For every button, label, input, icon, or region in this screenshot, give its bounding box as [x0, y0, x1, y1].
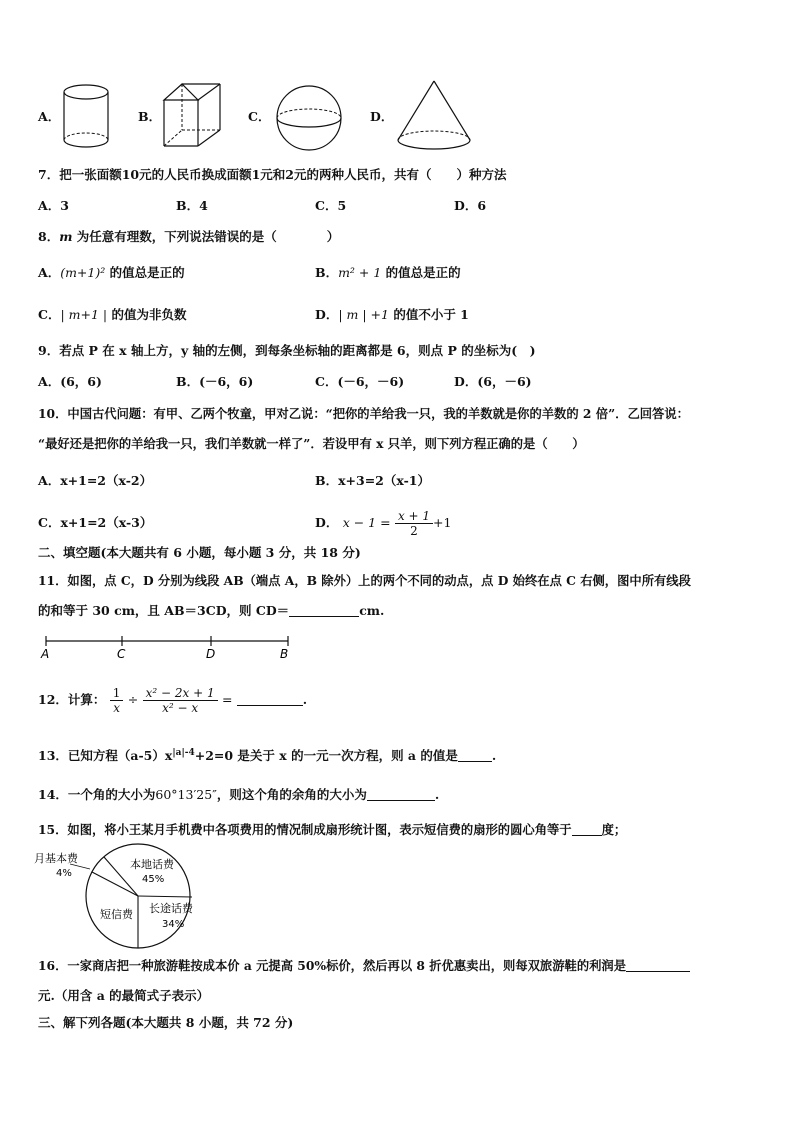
q8-variable: m — [59, 229, 73, 244]
cone-icon — [394, 78, 474, 154]
q8-option-c — [38, 306, 186, 324]
pie-label-long: 长途话费 — [149, 902, 193, 915]
sphere-icon — [270, 84, 348, 152]
q12-prefix: 12．计算： — [38, 692, 106, 707]
q8-option-d-letter: D． — [315, 307, 339, 322]
q14-answer-blank[interactable] — [367, 788, 435, 801]
q9-option-c: C．(－6，－6) — [315, 374, 405, 389]
q7-option-a: A．3 — [38, 198, 69, 213]
q8-option-d-text: 的值不小于 1 — [388, 307, 469, 322]
q12-divide-sign: ÷ — [127, 692, 139, 707]
q10-option-d-right: +1 — [433, 515, 452, 530]
q7-option-d: D．6 — [454, 198, 487, 213]
q12-fraction-2 — [143, 686, 218, 715]
pie-label-base-pct: 4% — [56, 868, 72, 879]
q13-text-a: 13．已知方程（a-5）x — [38, 748, 173, 764]
q10-stem-line2: “最好还是把你的羊给我一只，我们羊数就一样了”．若设甲有 x 只羊，则下列方程正确的是（ ） — [38, 436, 585, 451]
q10-fraction-denominator: 2 — [410, 524, 418, 538]
q8-option-b-expr: m² + 1 — [338, 265, 382, 280]
q11-stem-text: 的和等于 30 cm，且 AB＝3CD，则 CD＝ — [38, 603, 290, 618]
q10-option-c: C．x+1=2（x-3） — [38, 515, 153, 530]
q11-stem-line1: 11．如图，点 C，D 分别为线段 AB（端点 A，B 除外）上的两个不同的动点，点 D 始终在点 C 右侧，图中所有线段 — [38, 573, 691, 588]
q16-line2: 元.（用含 a 的最简式子表示） — [38, 988, 210, 1003]
q13-line — [38, 744, 496, 765]
q14-text-b: ，则这个角的余角的大小为 — [216, 787, 367, 802]
q8-option-b-text: 的值总是正的 — [381, 265, 461, 280]
q9-option-a: A．(6，6) — [38, 374, 102, 389]
q12-end: . — [302, 692, 308, 707]
q15-text-b: 度； — [601, 822, 627, 837]
segment-diagram — [36, 632, 298, 662]
q8-option-a-letter: A． — [38, 265, 61, 280]
q8-number: 8． — [38, 229, 60, 244]
q15-answer-blank[interactable] — [572, 823, 602, 836]
q15-text-a: 15．如图，将小王某月手机费中各项费用的情况制成扇形统计图，表示短信费的扇形的圆心角等于 — [38, 822, 572, 837]
q6-option-b-label: B． — [138, 109, 162, 124]
q11-unit: cm. — [359, 603, 385, 618]
q8-option-b-letter: B． — [315, 265, 339, 280]
q10-option-d-letter: D． — [315, 515, 339, 530]
q8-stem-text: 为任意有理数，下列说法错误的是（ ） — [72, 229, 340, 244]
point-label-d: D — [206, 647, 216, 661]
q12-fraction-1-denominator: x — [113, 701, 120, 715]
q7-option-c: C．5 — [315, 198, 347, 213]
q12-answer-blank[interactable] — [237, 693, 303, 706]
q16-text-a: 16．一家商店把一种旅游鞋按成本价 a 元提高 50%标价，然后再以 8 折优惠卖出，则每双旅游鞋的利润是 — [38, 958, 627, 973]
pie-label-base: 月基本费 — [34, 852, 78, 865]
q13-end: . — [491, 748, 497, 764]
q13-answer-blank[interactable] — [458, 749, 492, 762]
q11-stem-line2 — [38, 602, 384, 620]
q10-fraction-numerator: x + 1 — [395, 509, 433, 524]
q10-option-d-fraction — [395, 509, 433, 538]
q16-line1 — [38, 957, 690, 975]
pie-label-long-pct: 34% — [162, 919, 185, 930]
q13-text-b: +2=0 是关于 x 的一元一次方程，则 a 的值是 — [194, 748, 458, 764]
point-label-b: B — [280, 647, 289, 661]
triangular-prism-icon — [160, 80, 226, 152]
q12-fraction-1-numerator: 1 — [110, 686, 124, 701]
q12-fraction-2-numerator: x² − 2x + 1 — [143, 686, 218, 701]
q9-option-b: B．(－6，6) — [176, 374, 254, 389]
q6-option-d-label: D． — [370, 109, 394, 124]
q10-stem-line1: 10．中国古代问题：有甲、乙两个牧童，甲对乙说：“把你的羊给我一只，我的羊数就是你的羊数的 2 倍”．乙回答说： — [38, 406, 689, 421]
q14-angle: 60°13′25″ — [155, 787, 217, 802]
q14-end: . — [434, 787, 440, 802]
pie-label-sms: 短信费 — [100, 908, 133, 921]
q7-stem: 7．把一张面额10元的人民币换成面额1元和2元的两种人民币，共有（ ）种方法 — [38, 167, 507, 182]
q9-option-d: D．(6，－6) — [454, 374, 532, 389]
section-3-heading: 三、解下列各题(本大题共 8 小题，共 72 分) — [38, 1015, 294, 1030]
q6-option-c-label: C． — [248, 109, 271, 124]
q8-option-a-expr: (m+1)² — [60, 265, 106, 280]
point-label-a: A — [41, 647, 50, 661]
q6-option-a-label: A． — [38, 109, 61, 124]
q8-option-b — [315, 264, 461, 282]
section-2-heading: 二、填空题(本大题共有 6 小题，每小题 3 分，共 18 分) — [38, 545, 361, 560]
q8-option-c-expr: | m+1 | — [60, 307, 108, 322]
q8-option-d — [315, 306, 469, 324]
q11-answer-blank[interactable] — [289, 604, 359, 617]
q12-fraction-1 — [110, 686, 124, 715]
cylinder-icon — [60, 82, 114, 152]
pie-chart-diagram — [30, 842, 210, 952]
q8-option-c-text: 的值为非负数 — [107, 307, 187, 322]
q15-line — [38, 821, 626, 839]
q10-option-b: B．x+3=2（x-1） — [315, 473, 430, 488]
q10-option-a: A．x+1=2（x-2） — [38, 473, 153, 488]
q13-exponent: |a|-4 — [172, 748, 195, 758]
q14-text-a: 14．一个角的大小为 — [38, 787, 156, 802]
q12-equals: = — [221, 692, 233, 707]
pie-label-local: 本地话费 — [130, 858, 174, 871]
q8-option-a — [38, 264, 185, 282]
q8-option-d-expr: | m | +1 — [338, 307, 389, 322]
q8-option-a-text: 的值总是正的 — [105, 265, 185, 280]
q10-option-d-left: x − 1 = — [342, 515, 391, 530]
q14-line — [38, 786, 439, 804]
pie-label-local-pct: 45% — [142, 874, 165, 885]
q12-fraction-2-denominator: x² − x — [162, 701, 199, 715]
q8-stem — [38, 228, 339, 246]
q7-option-b: B．4 — [176, 198, 208, 213]
q16-answer-blank[interactable] — [626, 959, 690, 972]
q8-option-c-letter: C． — [38, 307, 61, 322]
point-label-c: C — [117, 647, 126, 661]
q12-line — [38, 680, 307, 720]
q9-stem: 9．若点 P 在 x 轴上方，y 轴的左侧，到每条坐标轴的距离都是 6，则点 P 的坐标为( ) — [38, 343, 536, 358]
q10-option-d — [315, 503, 451, 543]
